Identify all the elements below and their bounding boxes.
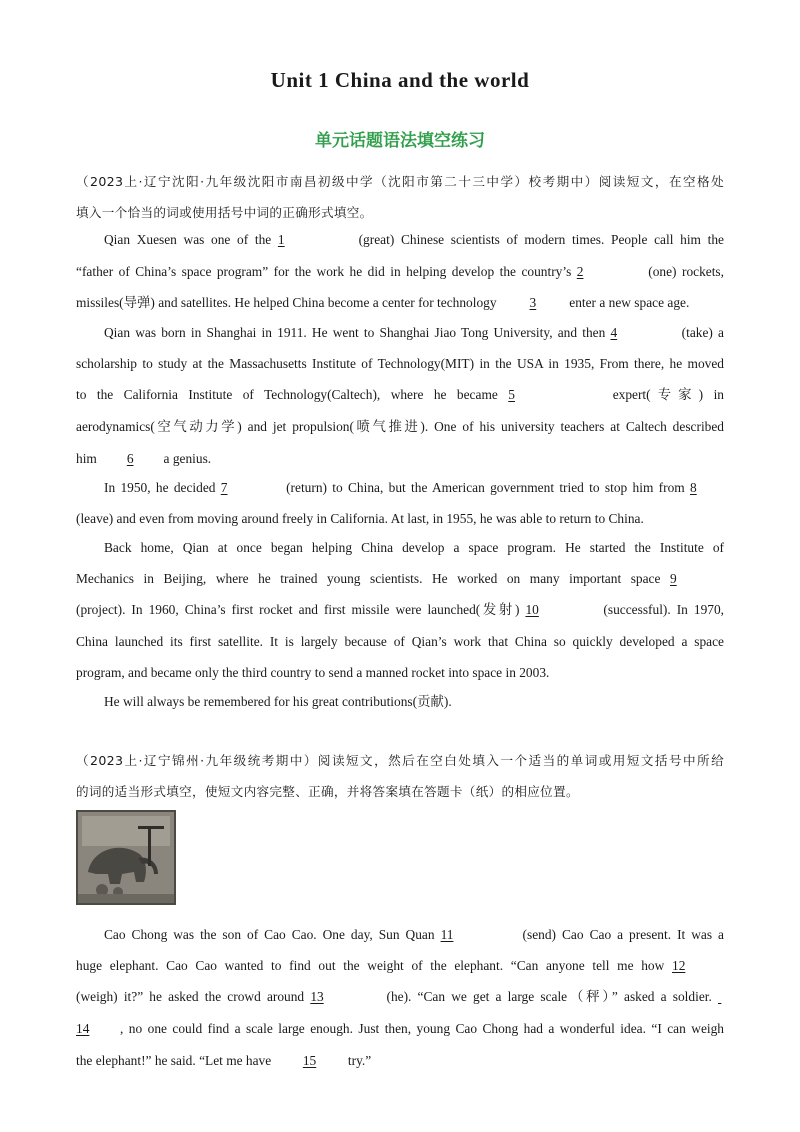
passage1-line: In 1950, he decided 7 (return) to China, but the American government tried to stop him from 8: [104, 478, 724, 498]
passage1-line: China launched its first satellite. It is largely because of Qian’s work that China so quickly developed a space: [76, 634, 724, 649]
page-subtitle: 单元话题语法填空练习: [315, 131, 485, 151]
passage1-line: missiles(导弹) and satellites. He helped China become a center for technology 3 enter a new space age.: [76, 293, 724, 313]
passage1-line: (leave) and even from moving around freely in California. At last, in 1955, he was able to return to China.: [76, 511, 644, 526]
blank-14[interactable]: 14: [76, 1021, 90, 1036]
blank-7[interactable]: 7: [220, 480, 228, 495]
passage1-line: Back home, Qian at once began helping China develop a space program. He started the Institute of: [104, 540, 724, 555]
cao-chong-elephant-illustration: [76, 810, 176, 905]
blank-12[interactable]: 12: [672, 958, 686, 973]
passage2-line: (weigh) it?” he asked the crowd around 13 (he). “Can we get a large scale（秤）” asked a soldier.: [76, 987, 724, 1007]
passage1-line: program, and became only the third country to send a manned rocket into space in 2003.: [76, 665, 550, 680]
passage2-instruction: （2023上·辽宁锦州·九年级统考期中）阅读短文，然后在空白处填入一个适当的单词或用短文括号中所给: [76, 753, 724, 768]
passage1-line: (project). In 1960, China’s first rocket and first missile were launched(发射) 10 (successful). In 1970,: [76, 600, 724, 620]
passage2-line: 14 , no one could find a scale large enough. Just then, young Cao Chong had a wonderful idea. “I can weigh: [76, 1019, 724, 1039]
passage2-instruction-cont: 的词的适当形式填空，使短文内容完整、正确，并将答案填在答题卡（纸）的相应位置。: [76, 784, 579, 799]
illustration-image: [78, 812, 174, 903]
blank-9[interactable]: 9: [670, 571, 677, 586]
passage1-instruction-cont: 填入一个恰当的词或使用括号中词的正确形式填空。: [76, 205, 373, 220]
blank-8[interactable]: 8: [690, 480, 697, 495]
passage1-line: scholarship to study at the Massachusetts Institute of Technology(MIT) in the USA in 1935, From there, he moved: [76, 356, 724, 371]
passage1-line: him 6 a genius.: [76, 449, 724, 469]
blank-1[interactable]: 1: [277, 232, 285, 247]
passage2-line: Cao Chong was the son of Cao Cao. One day, Sun Quan 11 (send) Cao Cao a present. It was a: [104, 925, 724, 945]
passage1-line: Mechanics in Beijing, where he trained young scientists. He worked on many important space 9: [76, 569, 750, 589]
blank-11[interactable]: 11: [440, 927, 454, 942]
blank-10[interactable]: 10: [525, 602, 539, 617]
passage2-line: huge elephant. Cao Cao wanted to find out the weight of the elephant. “Can anyone tell me how 12: [76, 956, 750, 976]
blank-6[interactable]: 6: [126, 451, 134, 466]
passage1-line: to the California Institute of Technology(Caltech), where he became 5 expert(专家) in: [76, 385, 724, 405]
passage1-line: Qian Xuesen was one of the 1 (great) Chinese scientists of modern times. People call him the: [104, 230, 724, 250]
blank-2[interactable]: 2: [576, 264, 584, 279]
blank-4[interactable]: 4: [610, 325, 618, 340]
passage1-instruction: （2023上·辽宁沈阳·九年级沈阳市南昌初级中学（沈阳市第二十三中学）校考期中）阅读短文，在空格处: [76, 174, 724, 189]
blank-5[interactable]: 5: [508, 387, 515, 402]
passage1-line: aerodynamics(空气动力学) and jet propulsion(喷气推进). One of his university teachers at Caltech described: [76, 419, 724, 434]
passage1-line: “father of China’s space program” for the work he did in helping develop the country’s 2 (one) rockets,: [76, 262, 724, 282]
passage1-line: He will always be remembered for his great contributions(贡献).: [104, 694, 452, 709]
blank-3[interactable]: 3: [529, 295, 537, 310]
passage1-line: Qian was born in Shanghai in 1911. He went to Shanghai Jiao Tong University, and then 4 (take) a: [104, 323, 724, 343]
blank-13[interactable]: 13: [310, 989, 324, 1004]
passage2-line: the elephant!” he said. “Let me have 15 try.”: [76, 1051, 724, 1071]
page-title: Unit 1 China and the world: [270, 68, 530, 92]
blank-15[interactable]: 15: [302, 1053, 317, 1068]
